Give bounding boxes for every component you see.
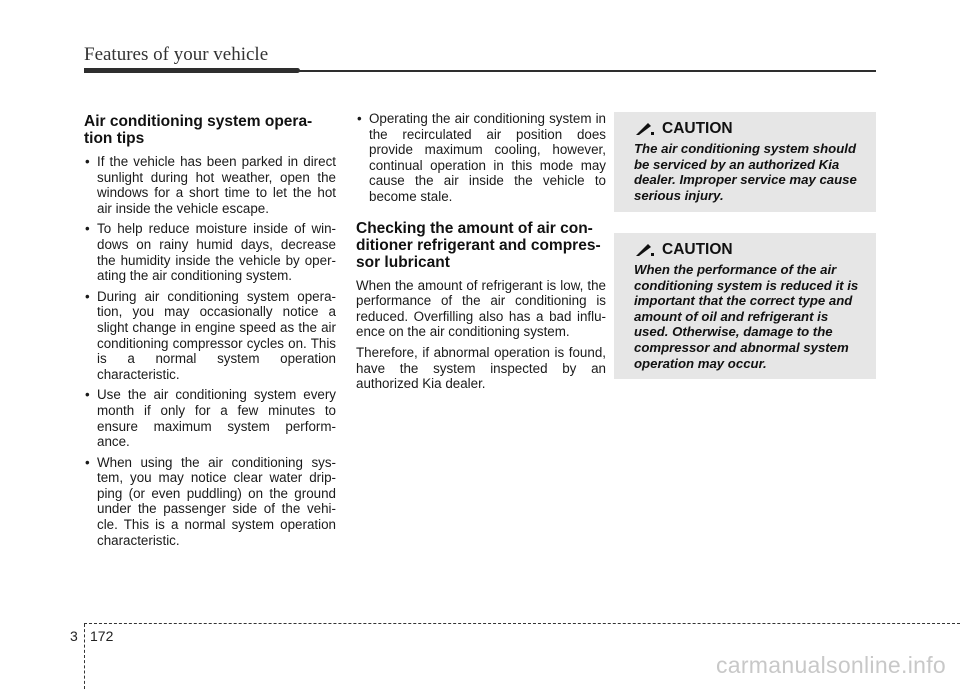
- list-item: • During air conditioning system opera- tion, you may occasionally notice a slight change in engine speed as the air conditioning compressor cycles on. This is a normal system operation characteristic.: [84, 289, 336, 383]
- page-number: 172: [90, 628, 114, 644]
- ac-tips-list-continued: [356, 111, 606, 205]
- header-rule-thick: [84, 68, 300, 73]
- page-header-title: Features of your vehicle: [84, 44, 269, 65]
- column-middle: [356, 111, 606, 397]
- footer-divider: [84, 624, 85, 689]
- caution-box: [614, 233, 876, 379]
- list-item: • Operating the air conditioning system in the recirculated air position does provide maximum cooling, however, continual operation in this mode may cause the air inside the vehicle to become stale.: [356, 111, 606, 205]
- section-heading-ac-tips: Air conditioning system opera- tion tips: [84, 113, 313, 147]
- caution-header: [634, 120, 866, 138]
- section-heading-refrigerant: Checking the amount of air con- ditioner refrigerant and compres- sor lubricant: [356, 219, 601, 271]
- caution-box: [614, 112, 876, 212]
- ac-tips-list: [84, 154, 336, 548]
- warning-triangle-icon: [634, 243, 656, 257]
- caution-text: When the performance of the air conditioning system is reduced it is important that the correct type and amount of oil and refrigerant is used. Otherwise, damage to the compressor and abnormal system operation may occur.: [634, 262, 859, 371]
- caution-header: [634, 241, 866, 259]
- caution-text: The air conditioning system should be serviced by an authorized Kia dealer. Improper service may cause serious injury.: [634, 141, 857, 203]
- watermark: carmanualsonline.info: [715, 652, 946, 678]
- header-rule-thin: [298, 70, 876, 72]
- list-item: • When using the air conditioning sys- tem, you may notice clear water drip- ping (or even puddling) on the ground under the passenger side of the vehi- cle. This is a normal system operation characteristic.: [84, 455, 336, 549]
- list-item: • Use the air conditioning system every month if only for a few minutes to ensure maximum system perform- ance.: [84, 387, 336, 449]
- paragraph: Therefore, if abnormal operation is found, have the system inspected by an authorized Kia dealer.: [356, 344, 606, 392]
- caution-title: CAUTION: [662, 241, 733, 258]
- list-item: • To help reduce moisture inside of win- dows on rainy humid days, decrease the humidity inside the vehicle by oper- ating the air conditioning system.: [84, 221, 336, 283]
- column-left: [84, 113, 336, 553]
- footer-rule: [84, 623, 960, 624]
- list-item: • If the vehicle has been parked in direct sunlight during hot weather, open the windows for a short time to let the hot air inside the vehicle escape.: [84, 154, 336, 216]
- caution-title: CAUTION: [662, 120, 733, 137]
- chapter-number: 3: [70, 628, 78, 644]
- paragraph: When the amount of refrigerant is low, the performance of the air conditioning is reduced. Overfilling also has a bad influ- ence on the air conditioning system.: [356, 277, 606, 340]
- warning-triangle-icon: [634, 122, 656, 136]
